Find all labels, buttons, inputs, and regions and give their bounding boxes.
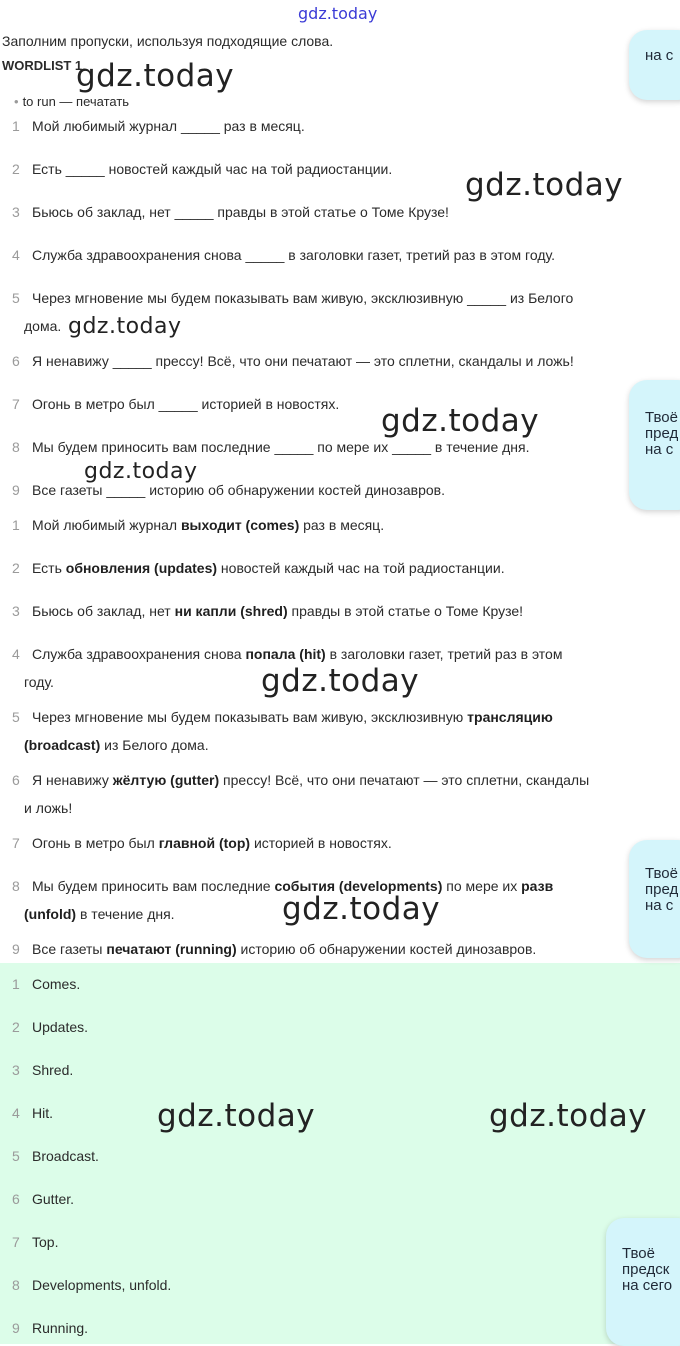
watermark: gdz.today xyxy=(261,663,420,699)
promo-text: предск xyxy=(622,1261,670,1278)
item-text: Бьюсь об заклад, нет xyxy=(32,603,175,619)
item-text: Огонь в метро был _____ историей в новостях. xyxy=(32,396,340,412)
item-text: прессу! Всё, что они печатают — это сплетни, скандалы xyxy=(219,772,590,788)
item-text: Все газеты _____ историю об обнаружении костей динозавров. xyxy=(32,482,445,498)
item-text-cont: дома. xyxy=(24,318,62,334)
item-text: Есть xyxy=(32,560,66,576)
item-number: 2 xyxy=(12,1019,20,1035)
promo-text: на с xyxy=(645,47,674,64)
item-text: Через мгновение мы будем показывать вам живую, эксклюзивную xyxy=(32,709,468,725)
promo-card[interactable] xyxy=(629,840,680,958)
promo-text: Твоё xyxy=(645,865,678,882)
promo-text: на с xyxy=(645,897,674,914)
promo-card[interactable] xyxy=(629,30,680,100)
promo-card[interactable] xyxy=(606,1218,680,1346)
item-text: правды в этой статье о Томе Крузе! xyxy=(287,603,524,619)
answer-text: Comes. xyxy=(32,976,81,992)
item-text: Я ненавижу _____ прессу! Всё, что они печатают — это сплетни, скандалы и ложь! xyxy=(32,353,574,369)
answer-item xyxy=(12,1013,672,1041)
answer-highlight: разв xyxy=(521,878,554,894)
item-number: 8 xyxy=(12,439,20,455)
item-text: Мой любимый журнал _____ раз в месяц. xyxy=(32,118,305,134)
item-number: 5 xyxy=(12,709,20,725)
promo-card[interactable] xyxy=(629,380,680,510)
item-text-cont: году. xyxy=(24,674,54,690)
translation-item xyxy=(12,829,672,857)
item-text: новостей каждый час на той радиостанции. xyxy=(217,560,505,576)
wordlist-title: WORDLIST 1 xyxy=(2,58,83,73)
watermark: gdz.today xyxy=(157,1098,316,1134)
item-text: историю об обнаружении костей динозавров. xyxy=(236,941,537,957)
answer-item xyxy=(12,970,672,998)
promo-text: пред xyxy=(645,881,679,898)
answer-text: Hit. xyxy=(32,1105,53,1121)
answer-text: Gutter. xyxy=(32,1191,75,1207)
item-text: Через мгновение мы будем показывать вам живую, эксклюзивную _____ из Белого xyxy=(32,290,574,306)
answer-item xyxy=(12,1056,672,1084)
item-text: Служба здравоохранения снова _____ в заголовки газет, третий раз в этом году. xyxy=(32,247,555,263)
item-number: 1 xyxy=(12,976,20,992)
promo-text: Твоё xyxy=(645,409,678,426)
item-text: Бьюсь об заклад, нет _____ правды в этой статье о Томе Крузе! xyxy=(32,204,449,220)
exercise-item xyxy=(12,390,672,418)
item-number: 2 xyxy=(12,560,20,576)
answer-item xyxy=(12,1271,672,1299)
watermark: gdz.today xyxy=(489,1098,648,1134)
item-text: Служба здравоохранения снова xyxy=(32,646,246,662)
answer-highlight: главной (top) xyxy=(158,835,251,851)
watermark: gdz.today xyxy=(84,459,198,484)
answer-highlight: ни капли (shred) xyxy=(174,603,288,619)
wordlist-entry-text: to run — печатать xyxy=(22,94,130,108)
item-number: 3 xyxy=(12,603,20,619)
answer-highlight: события (developments) xyxy=(274,878,443,894)
item-number: 8 xyxy=(12,1277,20,1293)
item-number: 4 xyxy=(12,247,20,263)
answer-item xyxy=(12,1228,672,1256)
translation-item xyxy=(12,511,672,539)
task-instruction: Заполним пропуски, используя подходящие слова. xyxy=(2,33,334,49)
item-number: 7 xyxy=(12,1234,20,1250)
promo-text: Твоё xyxy=(622,1245,655,1262)
translation-item xyxy=(12,766,672,822)
promo-text: на с xyxy=(645,441,674,458)
answer-highlight: (unfold) xyxy=(24,906,77,922)
wordlist-entry xyxy=(14,94,129,108)
answer-item xyxy=(12,1142,672,1170)
item-text: Есть _____ новостей каждый час на той радиостанции. xyxy=(32,161,393,177)
item-text: по мере их xyxy=(442,878,522,894)
item-text: историей в новостях. xyxy=(250,835,392,851)
answer-highlight: выходит (comes) xyxy=(180,517,300,533)
item-number: 6 xyxy=(12,1191,20,1207)
answer-highlight: попала (hit) xyxy=(245,646,326,662)
answer-highlight: (broadcast) xyxy=(24,737,101,753)
item-number: 6 xyxy=(12,772,20,788)
watermark: gdz.today xyxy=(282,891,441,927)
exercise-item xyxy=(12,241,672,269)
item-text: в заголовки газет, третий раз в этом xyxy=(325,646,563,662)
item-text: Я ненавижу xyxy=(32,772,113,788)
answer-text: Developments, unfold. xyxy=(32,1277,172,1293)
translation-item xyxy=(12,554,672,582)
item-number: 9 xyxy=(12,941,20,957)
answer-text: Broadcast. xyxy=(32,1148,99,1164)
item-text: в течение дня. xyxy=(76,906,175,922)
item-number: 6 xyxy=(12,353,20,369)
item-number: 4 xyxy=(12,1105,20,1121)
site-logo[interactable]: gdz.today xyxy=(298,4,378,23)
answer-text: Running. xyxy=(32,1320,89,1336)
bullet-icon: • xyxy=(14,94,19,108)
item-text: из Белого дома. xyxy=(100,737,209,753)
translation-item xyxy=(12,703,672,759)
answer-highlight: жёлтую (gutter) xyxy=(112,772,220,788)
item-text: Мой любимый журнал xyxy=(32,517,181,533)
answer-text: Updates. xyxy=(32,1019,89,1035)
item-text: раз в месяц. xyxy=(299,517,385,533)
watermark: gdz.today xyxy=(465,167,624,203)
exercise-item xyxy=(12,112,672,140)
watermark: gdz.today xyxy=(381,403,540,439)
item-text: Мы будем приносить вам последние _____ по мере их _____ в течение дня. xyxy=(32,439,530,455)
answer-text: Top. xyxy=(32,1234,59,1250)
answer-item xyxy=(12,1314,672,1342)
item-number: 1 xyxy=(12,517,20,533)
item-number: 8 xyxy=(12,878,20,894)
item-number: 5 xyxy=(12,1148,20,1164)
item-number: 3 xyxy=(12,204,20,220)
translation-item xyxy=(12,597,672,625)
item-text-cont: и ложь! xyxy=(24,800,73,816)
item-number: 4 xyxy=(12,646,20,662)
answer-highlight: трансляцию xyxy=(467,709,553,725)
translation-item xyxy=(12,935,672,963)
item-text: Мы будем приносить вам последние xyxy=(32,878,275,894)
answer-text: Shred. xyxy=(32,1062,74,1078)
item-number: 7 xyxy=(12,835,20,851)
item-number: 3 xyxy=(12,1062,20,1078)
item-text: Огонь в метро был xyxy=(32,835,159,851)
item-number: 7 xyxy=(12,396,20,412)
item-number: 2 xyxy=(12,161,20,177)
exercise-item xyxy=(12,347,672,375)
item-text: Все газеты xyxy=(32,941,107,957)
answer-highlight: обновления (updates) xyxy=(65,560,218,576)
item-number: 9 xyxy=(12,482,20,498)
watermark: gdz.today xyxy=(68,314,182,339)
item-number: 5 xyxy=(12,290,20,306)
promo-text: на сего xyxy=(622,1277,673,1294)
exercise-item xyxy=(12,433,672,461)
item-number: 9 xyxy=(12,1320,20,1336)
answer-item xyxy=(12,1185,672,1213)
item-number: 1 xyxy=(12,118,20,134)
promo-text: пред xyxy=(645,425,679,442)
watermark: gdz.today xyxy=(76,58,235,94)
answer-highlight: печатают (running) xyxy=(106,941,237,957)
